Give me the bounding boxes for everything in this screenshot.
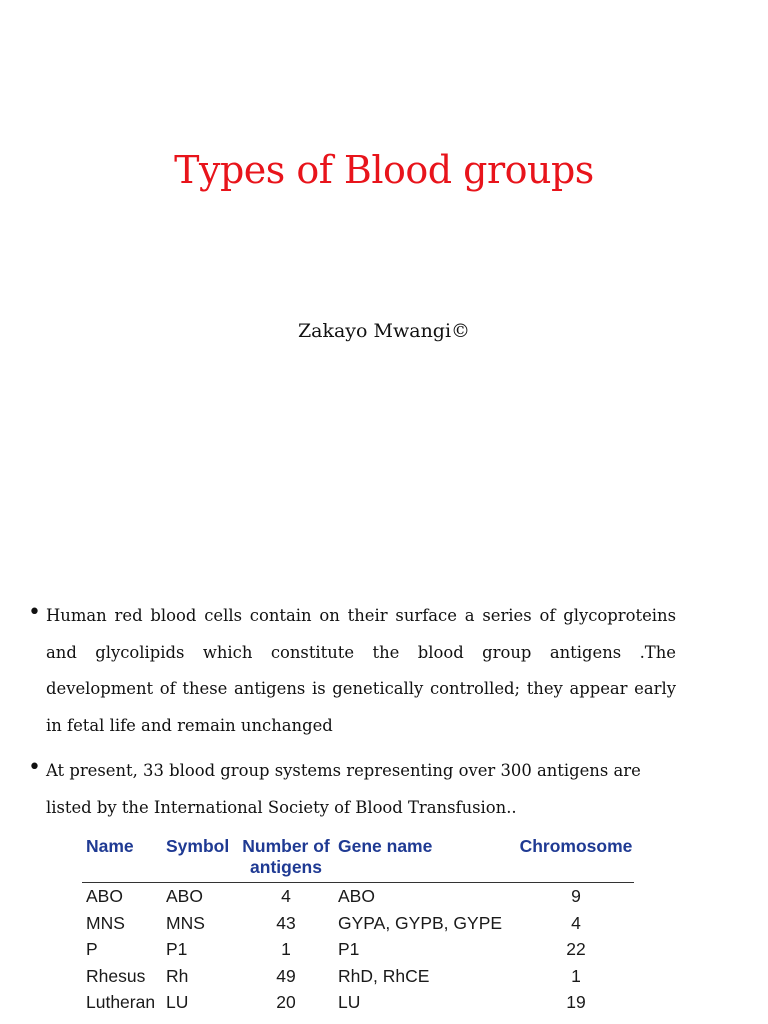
cell-number: 20: [276, 992, 296, 1012]
bullet-dot-icon: •: [28, 754, 41, 780]
cell-symbol: P1: [166, 939, 188, 959]
cell-symbol: Rh: [166, 965, 189, 986]
header-chromosome: Chromosome: [514, 834, 634, 883]
table-row: [82, 963, 634, 990]
bullet-item: [28, 753, 676, 826]
cell-gene: RhD, RhCE: [338, 965, 430, 986]
cell-chromosome: 1: [571, 965, 581, 986]
header-number-of-antigens: Number of antigens: [234, 834, 334, 883]
cell-chromosome: 19: [566, 992, 586, 1012]
cell-number: 1: [281, 939, 291, 959]
cell-name: ABO: [86, 886, 123, 906]
cell-gene: P1: [338, 939, 360, 959]
bullet-text: Human red blood cells contain on their surface a series of glycoproteins and glycolipids which constitute the blood group antigens .The development of these antigens is genetically controlled; they appear early in fetal life and remain unchanged: [46, 606, 676, 736]
cell-number: 49: [276, 965, 296, 986]
cell-gene: LU: [338, 992, 361, 1012]
bullet-dot-icon: •: [28, 600, 41, 625]
cell-number: 4: [281, 886, 291, 906]
cell-chromosome: 22: [566, 939, 586, 959]
author-name: Zakayo Mwangi©: [297, 320, 471, 342]
cell-number: 43: [276, 912, 296, 933]
cell-name: Rhesus: [86, 965, 146, 986]
cell-name: Lutheran: [86, 992, 156, 1012]
table-row: [82, 883, 634, 910]
table-row: [82, 910, 634, 937]
cell-symbol: ABO: [166, 886, 203, 906]
cell-symbol: LU: [166, 992, 189, 1012]
blood-group-table: [82, 834, 634, 1016]
bullet-list: [28, 598, 676, 826]
cell-chromosome: 4: [571, 912, 581, 933]
cell-symbol: MNS: [166, 912, 205, 933]
header-gene-name: Gene name: [334, 834, 514, 883]
bullet-text: At present, 33 blood group systems representing over 300 antigens are listed by the International Society of Blood Transfusion..: [46, 760, 641, 817]
bullet-item: [28, 598, 676, 745]
table-header-row: [82, 834, 634, 883]
table-row: [82, 936, 634, 963]
header-name: Name: [82, 834, 162, 883]
slide-title: Types of Blood groups: [174, 148, 594, 192]
table-row: [82, 989, 634, 1016]
cell-name: MNS: [86, 912, 125, 933]
blood-group-table-container: [82, 834, 642, 1016]
cell-gene: GYPA, GYPB, GYPE: [338, 912, 503, 933]
cell-name: P: [86, 939, 98, 959]
cell-gene: ABO: [338, 886, 375, 906]
header-symbol: Symbol: [162, 834, 234, 883]
cell-chromosome: 9: [571, 886, 581, 906]
